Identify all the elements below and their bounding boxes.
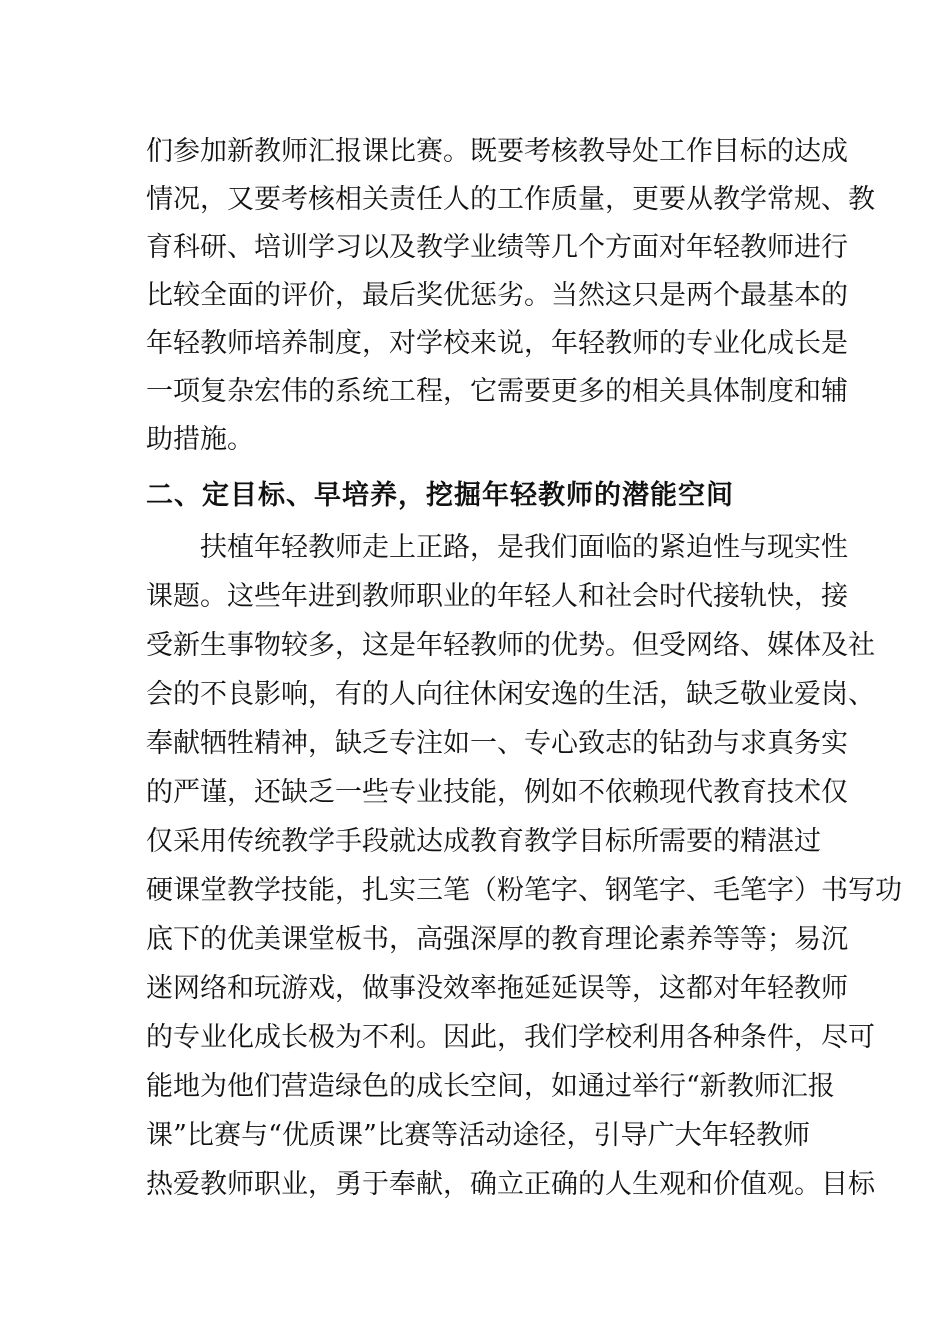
paragraph-1-line-3: 育科研、培训学习以及教学业绩等几个方面对年轻教师进行: [146, 232, 848, 263]
paragraph-2-line-4: 会的不良影响，有的人向往休闲安逸的生活，缺乏敬业爱岗、: [146, 679, 875, 710]
section-heading: 二、定目标、早培养，挖掘年轻教师的潜能空间: [146, 480, 734, 511]
paragraph-2-line-2: 课题。这些年进到教师职业的年轻人和社会时代接轨快，接: [146, 581, 848, 612]
paragraph-2-line-10: 迷网络和玩游戏，做事没效率拖延延误等，这都对年轻教师: [146, 973, 848, 1004]
paragraph-2-line-11: 的专业化成长极为不利。因此，我们学校利用各种条件，尽可: [146, 1022, 875, 1053]
paragraph-2-line-9: 底下的优美课堂板书，高强深厚的教育理论素养等等；易沉: [146, 924, 848, 955]
paragraph-1-line-1: 们参加新教师汇报课比赛。既要考核教导处工作目标的达成: [146, 136, 848, 167]
paragraph-1-line-4: 比较全面的评价，最后奖优惩劣。当然这只是两个最基本的: [146, 280, 848, 311]
paragraph-1-line-2: 情况，又要考核相关责任人的工作质量，更要从教学常规、教: [146, 184, 875, 215]
paragraph-1-line-5: 年轻教师培养制度，对学校来说，年轻教师的专业化成长是: [146, 328, 848, 359]
paragraph-2-line-8: 硬课堂教学技能，扎实三笔（粉笔字、钢笔字、毛笔字）书写功: [146, 875, 902, 906]
paragraph-2-line-7: 仅采用传统教学手段就达成教育教学目标所需要的精湛过: [146, 826, 821, 857]
paragraph-2-line-1: 扶植年轻教师走上正路，是我们面临的紧迫性与现实性: [200, 532, 848, 563]
paragraph-1-line-6: 一项复杂宏伟的系统工程，它需要更多的相关具体制度和辅: [146, 376, 848, 407]
paragraph-2-line-12: 能地为他们营造绿色的成长空间，如通过举行“新教师汇报: [146, 1071, 835, 1102]
paragraph-1-line-7: 助措施。: [146, 424, 254, 455]
paragraph-2-line-5: 奉献牺牲精神，缺乏专注如一、专心致志的钻劲与求真务实: [146, 728, 848, 759]
paragraph-2-line-13: 课”比赛与“优质课”比赛等活动途径，引导广大年轻教师: [146, 1120, 810, 1151]
paragraph-2-line-6: 的严谨，还缺乏一些专业技能，例如不依赖现代教育技术仅: [146, 777, 848, 808]
paragraph-2-line-3: 受新生事物较多，这是年轻教师的优势。但受网络、媒体及社: [146, 630, 875, 661]
paragraph-2-line-14: 热爱教师职业，勇于奉献，确立正确的人生观和价值观。目标: [146, 1169, 875, 1200]
